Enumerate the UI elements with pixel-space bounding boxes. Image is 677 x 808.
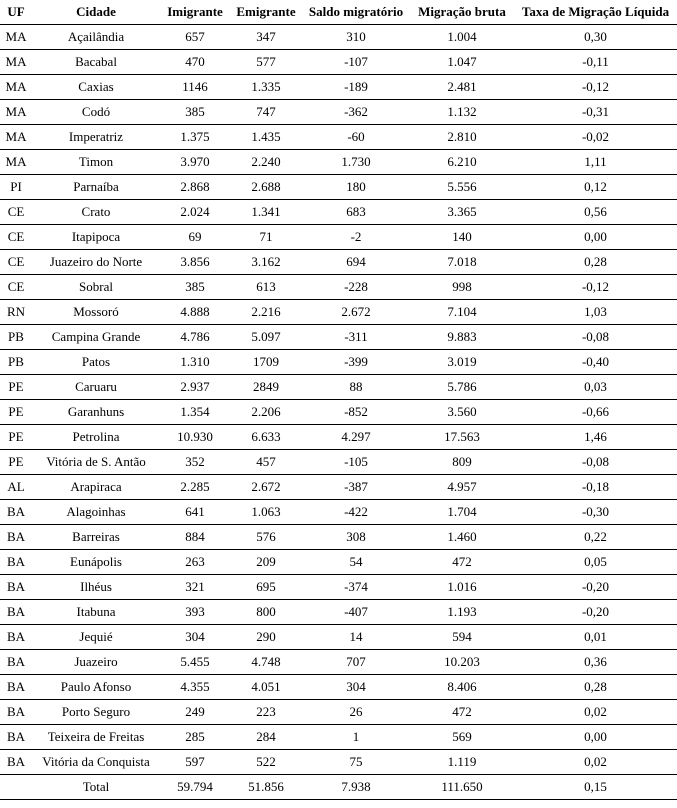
table-row [0,200,677,225]
cell-emigrante: 71 [259,229,273,244]
cell-saldo-migratorio: 7.938 [341,779,371,794]
cell-emigrante: 4.051 [251,679,281,694]
cell-taxa-migracao-liquida: 0,03 [584,379,607,394]
cell-imigrante: 321 [185,579,205,594]
cell-migracao-bruta: 998 [452,279,472,294]
cell-taxa-migracao-liquida: -0,20 [581,579,610,594]
cell-uf: CE [7,204,25,219]
cell-emigrante: 695 [256,579,276,594]
cell-cidade: Açailândia [67,29,125,44]
cell-migracao-bruta: 1.193 [447,604,477,619]
cell-emigrante: 2.688 [251,179,281,194]
table-row [0,600,677,625]
table-row [0,225,677,250]
cell-migracao-bruta: 7.104 [447,304,477,319]
column-header-saldo-migratorio: Saldo migratório [308,4,404,19]
cell-emigrante: 290 [256,629,276,644]
cell-uf: MA [5,104,27,119]
cell-imigrante: 385 [185,279,205,294]
table-row [0,175,677,200]
cell-migracao-bruta: 3.019 [447,354,477,369]
cell-uf: RN [6,304,26,319]
cell-migracao-bruta: 809 [452,454,472,469]
cell-uf: CE [7,229,25,244]
cell-saldo-migratorio: -852 [344,404,368,419]
cell-emigrante: 2849 [253,379,279,394]
table-row [0,700,677,725]
cell-emigrante: 6.633 [251,429,281,444]
cell-cidade: Jequié [79,629,113,644]
cell-uf: BA [6,729,26,744]
cell-emigrante: 747 [256,104,276,119]
cell-uf: BA [6,579,26,594]
table-row [0,25,677,50]
cell-taxa-migracao-liquida: -0,66 [581,404,610,419]
cell-saldo-migratorio: -362 [344,104,368,119]
cell-migracao-bruta: 6.210 [447,154,477,169]
cell-migracao-bruta: 594 [452,629,472,644]
cell-taxa-migracao-liquida: 0,12 [584,179,607,194]
cell-imigrante: 2.285 [180,479,210,494]
cell-emigrante: 2.206 [251,404,281,419]
table-row [0,650,677,675]
cell-emigrante: 5.097 [251,329,281,344]
cell-migracao-bruta: 1.132 [447,104,477,119]
cell-cidade: Juazeiro [74,654,118,669]
cell-saldo-migratorio: 308 [346,529,366,544]
cell-cidade: Vitória da Conquista [42,754,150,769]
table-row [0,250,677,275]
cell-cidade: Caruaru [75,379,117,394]
cell-emigrante: 522 [256,754,276,769]
cell-saldo-migratorio: 304 [346,679,366,694]
cell-emigrante: 209 [256,554,276,569]
cell-saldo-migratorio: -387 [344,479,368,494]
table-row [0,75,677,100]
cell-uf: BA [6,504,26,519]
table-row [0,150,677,175]
cell-imigrante: 59.794 [177,779,213,794]
cell-emigrante: 3.162 [251,254,281,269]
cell-cidade: Imperatriz [68,129,124,144]
cell-uf: PE [8,454,24,469]
cell-imigrante: 597 [185,754,205,769]
cell-imigrante: 2.868 [180,179,210,194]
cell-saldo-migratorio: 683 [346,204,366,219]
table-row [0,525,677,550]
cell-emigrante: 577 [256,54,276,69]
cell-saldo-migratorio: 2.672 [341,304,371,319]
cell-taxa-migracao-liquida: 0,36 [584,654,607,669]
cell-saldo-migratorio: -105 [344,454,368,469]
cell-taxa-migracao-liquida: 0,28 [584,254,607,269]
cell-saldo-migratorio: -189 [344,79,368,94]
cell-taxa-migracao-liquida: 0,15 [584,779,607,794]
table-row [0,475,677,500]
cell-saldo-migratorio: -2 [350,229,362,244]
cell-taxa-migracao-liquida: 1,03 [584,304,607,319]
cell-cidade: Ilhéus [80,579,112,594]
cell-saldo-migratorio: -399 [344,354,368,369]
column-header-uf: UF [7,4,25,19]
column-header-emigrante: Emigrante [236,4,296,19]
cell-saldo-migratorio: 4.297 [341,429,371,444]
cell-uf: BA [6,554,26,569]
cell-saldo-migratorio: -60 [347,129,365,144]
cell-uf: BA [6,629,26,644]
cell-cidade: Barreiras [72,529,120,544]
cell-emigrante: 2.240 [251,154,281,169]
cell-migracao-bruta: 17.563 [444,429,480,444]
table-row [0,425,677,450]
cell-taxa-migracao-liquida: -0,12 [581,79,610,94]
cell-migracao-bruta: 4.957 [447,479,477,494]
cell-cidade: Bacabal [75,54,117,69]
column-header-taxa-migracao-liquida: Taxa de Migração Líquida [521,4,670,19]
cell-migracao-bruta: 1.704 [447,504,477,519]
table-row [0,50,677,75]
cell-saldo-migratorio: 88 [349,379,363,394]
column-header-migracao-bruta: Migração bruta [418,4,506,19]
cell-saldo-migratorio: -374 [344,579,368,594]
cell-cidade: Alagoinhas [66,504,126,519]
table-row [0,450,677,475]
cell-cidade: Sobral [79,279,113,294]
cell-imigrante: 4.355 [180,679,210,694]
cell-uf: MA [5,79,27,94]
cell-imigrante: 352 [185,454,205,469]
cell-migracao-bruta: 5.556 [447,179,477,194]
cell-uf: AL [7,479,25,494]
cell-uf: BA [6,604,26,619]
table-row [0,350,677,375]
cell-uf: BA [6,754,26,769]
cell-uf: PE [8,429,24,444]
cell-saldo-migratorio: 694 [346,254,366,269]
table-row [0,725,677,750]
cell-cidade: Patos [81,354,111,369]
cell-uf: BA [6,654,26,669]
cell-cidade: Arapiraca [70,479,122,494]
cell-saldo-migratorio: 1 [352,729,360,744]
cell-migracao-bruta: 472 [452,554,472,569]
cell-uf: BA [6,529,26,544]
cell-taxa-migracao-liquida: 0,28 [584,679,607,694]
cell-emigrante: 457 [256,454,276,469]
cell-cidade: Timon [78,154,114,169]
cell-taxa-migracao-liquida: 0,00 [584,729,607,744]
cell-imigrante: 884 [185,529,205,544]
table-row [0,300,677,325]
cell-uf: BA [6,679,26,694]
cell-taxa-migracao-liquida: -0,08 [581,454,610,469]
cell-cidade: Vitória de S. Antão [46,454,146,469]
cell-migracao-bruta: 1.119 [447,754,477,769]
cell-cidade: Crato [81,204,111,219]
cell-imigrante: 385 [185,104,205,119]
cell-emigrante: 284 [256,729,276,744]
cell-imigrante: 10.930 [177,429,213,444]
table-row [0,325,677,350]
cell-taxa-migracao-liquida: -0,11 [582,54,609,69]
column-header-imigrante: Imigrante [167,4,223,19]
cell-emigrante: 613 [256,279,276,294]
cell-cidade: Porto Seguro [61,704,131,719]
cell-taxa-migracao-liquida: -0,02 [581,129,610,144]
cell-emigrante: 576 [256,529,276,544]
cell-cidade: Parnaíba [73,179,119,194]
cell-uf: PE [8,404,24,419]
cell-uf: PE [8,379,24,394]
cell-cidade: Codó [81,104,111,119]
cell-taxa-migracao-liquida: 0,01 [584,629,607,644]
cell-migracao-bruta: 10.203 [444,654,480,669]
cell-imigrante: 249 [185,704,205,719]
cell-taxa-migracao-liquida: -0,40 [581,354,610,369]
cell-emigrante: 1.435 [251,129,281,144]
header-row [0,0,677,25]
cell-migracao-bruta: 1.016 [447,579,477,594]
cell-uf: MA [5,154,27,169]
cell-taxa-migracao-liquida: -0,20 [581,604,610,619]
cell-cidade: Garanhuns [67,404,125,419]
table-row [0,400,677,425]
cell-imigrante: 3.856 [180,254,210,269]
cell-saldo-migratorio: -407 [344,604,368,619]
cell-taxa-migracao-liquida: 0,56 [584,204,607,219]
cell-emigrante: 800 [256,604,276,619]
cell-uf: PB [8,354,24,369]
table-row [0,275,677,300]
cell-saldo-migratorio: 26 [349,704,363,719]
cell-imigrante: 2.937 [180,379,210,394]
cell-uf: PI [10,179,22,194]
cell-taxa-migracao-liquida: -0,30 [581,504,610,519]
cell-saldo-migratorio: 707 [346,654,366,669]
cell-cidade: Petrolina [72,429,120,444]
table-row [0,375,677,400]
total-row [0,775,677,800]
table-row [0,100,677,125]
cell-taxa-migracao-liquida: 0,00 [584,229,607,244]
cell-imigrante: 4.786 [180,329,210,344]
cell-imigrante: 285 [185,729,205,744]
cell-uf: MA [5,54,27,69]
cell-taxa-migracao-liquida: 0,05 [584,554,607,569]
cell-migracao-bruta: 111.650 [441,779,483,794]
cell-cidade: Total [82,779,110,794]
cell-imigrante: 1.354 [180,404,210,419]
cell-emigrante: 51.856 [248,779,284,794]
table-row [0,750,677,775]
cell-uf [0,775,32,800]
column-header-cidade: Cidade [76,4,116,19]
cell-emigrante: 1.341 [251,204,281,219]
cell-imigrante: 393 [185,604,205,619]
cell-cidade: Paulo Afonso [60,679,132,694]
cell-imigrante: 641 [185,504,205,519]
cell-taxa-migracao-liquida: -0,08 [581,329,610,344]
cell-migracao-bruta: 2.810 [447,129,477,144]
cell-imigrante: 1146 [182,79,208,94]
cell-cidade: Caxias [78,79,114,94]
cell-imigrante: 5.455 [180,654,210,669]
cell-imigrante: 470 [185,54,205,69]
cell-migracao-bruta: 1.460 [447,529,477,544]
cell-saldo-migratorio: 54 [349,554,363,569]
cell-taxa-migracao-liquida: -0,31 [581,104,610,119]
cell-migracao-bruta: 472 [452,704,472,719]
cell-cidade: Teixeira de Freitas [47,729,145,744]
cell-uf: PB [8,329,24,344]
cell-cidade: Mossoró [73,304,119,319]
cell-taxa-migracao-liquida: 0,22 [584,529,607,544]
cell-saldo-migratorio: 14 [349,629,363,644]
table-row [0,125,677,150]
cell-taxa-migracao-liquida: 0,02 [584,704,607,719]
cell-cidade: Juazeiro do Norte [49,254,143,269]
cell-migracao-bruta: 3.560 [447,404,477,419]
cell-taxa-migracao-liquida: 1,46 [584,429,607,444]
cell-migracao-bruta: 5.786 [447,379,477,394]
table-row [0,500,677,525]
cell-cidade: Eunápolis [70,554,122,569]
cell-cidade: Itabuna [76,604,116,619]
cell-emigrante: 1.335 [251,79,281,94]
cell-migracao-bruta: 1.047 [447,54,477,69]
cell-migracao-bruta: 1.004 [447,29,477,44]
cell-uf: CE [7,279,25,294]
cell-taxa-migracao-liquida: 0,02 [584,754,607,769]
cell-cidade: Itapipoca [71,229,121,244]
cell-emigrante: 1.063 [251,504,281,519]
cell-imigrante: 4.888 [180,304,210,319]
cell-emigrante: 4.748 [251,654,281,669]
cell-emigrante: 223 [256,704,276,719]
table-header [0,0,677,25]
cell-saldo-migratorio: -107 [344,54,368,69]
cell-uf: BA [6,704,26,719]
cell-taxa-migracao-liquida: -0,12 [581,279,610,294]
cell-migracao-bruta: 140 [452,229,472,244]
table-row [0,575,677,600]
table-body [0,25,677,800]
cell-imigrante: 2.024 [180,204,210,219]
cell-saldo-migratorio: 75 [349,754,363,769]
cell-imigrante: 304 [185,629,205,644]
cell-migracao-bruta: 8.406 [447,679,477,694]
table-row [0,675,677,700]
cell-emigrante: 2.672 [251,479,281,494]
cell-uf: CE [7,254,25,269]
cell-saldo-migratorio: 180 [346,179,366,194]
cell-saldo-migratorio: -422 [344,504,368,519]
cell-cidade: Campina Grande [51,329,141,344]
cell-uf: MA [5,29,27,44]
cell-emigrante: 347 [256,29,276,44]
table-row [0,625,677,650]
cell-saldo-migratorio: 310 [346,29,366,44]
cell-taxa-migracao-liquida: 1,11 [584,154,607,169]
cell-imigrante: 1.310 [180,354,210,369]
cell-saldo-migratorio: -311 [344,329,368,344]
table-row [0,550,677,575]
cell-migracao-bruta: 3.365 [447,204,477,219]
cell-migracao-bruta: 2.481 [447,79,477,94]
cell-saldo-migratorio: -228 [344,279,368,294]
cell-taxa-migracao-liquida: -0,18 [581,479,610,494]
cell-imigrante: 263 [185,554,205,569]
cell-emigrante: 2.216 [251,304,281,319]
cell-imigrante: 3.970 [180,154,210,169]
cell-uf: MA [5,129,27,144]
cell-migracao-bruta: 569 [452,729,472,744]
cell-emigrante: 1709 [253,354,279,369]
cell-taxa-migracao-liquida: 0,30 [584,29,607,44]
cell-imigrante: 69 [188,229,202,244]
cell-migracao-bruta: 7.018 [447,254,477,269]
cell-migracao-bruta: 9.883 [447,329,477,344]
cell-saldo-migratorio: 1.730 [341,154,371,169]
cell-imigrante: 1.375 [180,129,210,144]
cell-imigrante: 657 [185,29,205,44]
